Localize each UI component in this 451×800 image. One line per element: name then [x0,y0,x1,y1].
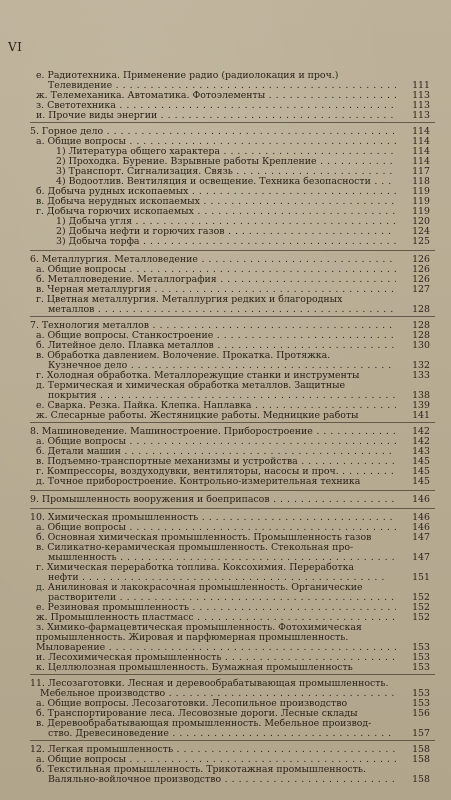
toc-entry-title: б. Текстильная промышленность. Трикотажная промышленность. [36,764,366,775]
toc-page-number: 141 [412,410,430,421]
toc-entry-title: 11. Лесозаготовки. Лесная и деревообрабатывающая промышленность. [30,678,389,689]
toc-entry-title: Мебельное производство . . [40,688,396,699]
toc-page-number: 146 [412,512,430,523]
toc-page-number: 128 [412,304,430,315]
toc-page-number: 153 [412,688,430,699]
toc-entry-title: а. Общие вопросы. Лесозаготовки. Лесопильное производство [36,698,348,709]
toc-page-number: 120 [412,216,430,227]
toc-page-number: 127 [412,284,430,295]
toc-entry-title: 2) Добыча нефти и горючих газов . . [56,226,396,237]
toc-page-number: 142 [412,436,430,447]
toc-page-number: 113 [412,110,430,121]
section-divider [30,490,435,491]
toc-page-number: 113 [412,90,430,101]
section-divider [30,740,435,741]
toc-entry-title: металлов . . [48,304,396,315]
toc-entry [0,110,451,121]
toc-page-number: 145 [412,466,430,477]
toc-page-number: 125 [412,236,430,247]
toc-page-number: 113 [412,100,430,111]
toc-page-number: 119 [412,196,430,207]
toc-page-number: 147 [412,552,430,563]
toc-page-number: 143 [412,446,430,457]
toc-page-number: 158 [412,744,430,755]
toc-page-number: 124 [412,226,430,237]
toc-page-number: 128 [412,320,430,331]
toc-page-number: 114 [412,126,430,137]
section-divider [30,508,435,509]
toc-page-number: 153 [412,642,430,653]
toc-entry-title: д. Точное приборостроение. Контрольно-измерительная техника [36,476,361,487]
toc-page-number: 146 [412,522,430,533]
toc-entry-title: в. Черная металлургия . . [36,284,396,295]
toc-page-number: 152 [412,592,430,603]
section-divider [30,316,435,317]
toc-entry-title: ство. Древесиноведение . . [48,728,396,739]
toc-entry-title: е. Сварка. Резка. Пайка. Клепка. Наплавка . . [36,400,396,411]
toc-page-number: 153 [412,698,430,709]
toc-page-number: 118 [412,176,430,187]
toc-page-number: 156 [412,708,430,719]
toc-page-number: 114 [412,156,430,167]
toc-entry-title: з. Химико-фармацевтическая промышленность. Фотохимическая [36,622,362,633]
toc-entry-title: в. Добыча нерудных ископаемых . . [36,196,396,207]
toc-page-number: 147 [412,532,430,543]
toc-page-number: 153 [412,652,430,663]
toc-entry-title: и. Прочие виды энергии . . [36,110,396,121]
toc-entry-title: б. Литейное дело. Плавка металлов . . [36,340,396,351]
toc-entry-title: 9. Промышленность вооружения и боеприпасов . . [30,494,396,505]
toc-entry-title: 1) Добыча угля . . [56,216,396,227]
toc-entry-title: 12. Легкая промышленность . . [30,744,396,755]
toc-entry-title: б. Добыча рудных ископаемых . . [36,186,396,197]
toc-page-number: 158 [412,754,430,765]
section-divider [30,250,435,251]
toc-page-number: 128 [412,330,430,341]
toc-page-number: 145 [412,456,430,467]
toc-page-number: 145 [412,476,430,487]
toc-page-number: 114 [412,146,430,157]
toc-entry [0,476,451,487]
toc-entry [0,728,451,739]
toc-entry-title: 7. Технология металлов . . [30,320,396,331]
toc-entry-title: нефти . . [48,572,396,583]
toc-entry-title: б. Транспортирование леса. Лесовозные дороги. Лесные склады [36,708,358,719]
toc-entry-title: 4) Водоотлив. Вентиляция и освещение. Техника безопасности . . [56,176,396,187]
toc-entry-title: 3) Транспорт. Сигнализация. Связь . . [56,166,396,177]
toc-page-number: 126 [412,254,430,265]
toc-entry-title: в. Деревообрабатывающая промышленность. Мебельное производ- [36,718,372,729]
toc-entry-title: д. Термическая и химическая обработка металлов. Защитные [36,380,346,391]
toc-entry-title: б. Основная химическая промышленность. Промышленность газов [36,532,372,543]
toc-page-number: 139 [412,400,430,411]
toc-entry-title: ж. Телемеханика. Автоматика. Фотоэлементы . . [36,90,396,101]
toc-entry-title: г. Цветная металлургия. Металлургия редких и благородных [36,294,343,305]
toc-page-number: 153 [412,662,430,673]
toc-entry-title: промышленность. Жировая и парфюмерная промышленность. [36,632,349,643]
toc-entry-title: д. Анилиновая и лакокрасочная промышленность. Органические [36,582,363,593]
toc-entry-title: а. Общие вопросы . . [36,522,396,533]
toc-entry-title: г. Компрессоры, воздуходувки, вентиляторы, насосы и проч. . . [36,466,396,477]
toc-page-number: 158 [412,774,430,785]
toc-entry-title: в. Силикатно-керамическая промышленность. Стекольная про- [36,542,354,553]
toc-entry-title: г. Химическая переработка топлива. Коксохимия. Переработка [36,562,355,573]
toc-entry-title: 6. Металлургия. Металловедение . . [30,254,396,265]
toc-entry-title: е. Резиновая промышленность . . [36,602,396,613]
toc-entry-title: ж. Слесарные работы. Жестяницкие работы. Медницкие работы [36,410,359,421]
toc-page-number: 133 [412,370,430,381]
toc-page-number: 119 [412,186,430,197]
toc-entry-title: ж. Промышленность пластмасс . . [36,612,396,623]
toc-page-number: 114 [412,136,430,147]
toc-entry-title: 2) Проходка. Бурение. Взрывные работы Крепление . . [56,156,396,167]
toc-page-number: 132 [412,360,430,371]
toc-page-number: 142 [412,426,430,437]
section-divider [30,422,435,423]
toc-entry-title: 8. Машиноведение. Машиностроение. Приборостроение . . [30,426,396,437]
toc-entry [0,236,451,247]
toc-entry-title: Мыловарение . . [36,642,396,653]
toc-entry-title: Телевидение . . [48,80,396,91]
toc-entry-title: растворители . . [48,592,396,603]
toc-entry-title: з. Светотехника . . [36,100,396,111]
toc-page-number: 152 [412,602,430,613]
toc-entry-title: 5. Горное дело . . [30,126,396,137]
toc-page-number: 126 [412,274,430,285]
toc-entry [0,410,451,421]
toc-entry-title: 10. Химическая промышленность . . [30,512,396,523]
toc-entry-title: б. Металловедение. Металлография . . [36,274,396,285]
toc-page-number: 117 [412,166,430,177]
toc-page-number: 126 [412,264,430,275]
toc-entry-title: в. Подъемно-транспортные механизмы и устройства . . [36,456,396,467]
toc-page-number: 111 [412,80,430,91]
toc-page-number: 146 [412,494,430,505]
toc-entry-title: Кузнечное дело . . [48,360,396,371]
toc-entry-title: мышленность . . [48,552,396,563]
section-divider [30,122,435,123]
toc-entry-title: а. Общие вопросы. Станкостроение . . [36,330,396,341]
toc-entry-title: 3) Добыча торфа . . [56,236,396,247]
toc-entry-title: и. Лесохимическая промышленность . . [36,652,396,663]
toc-entry-title: к. Целлюлозная промышленность. Бумажная промышленность [36,662,353,673]
toc-section-heading [0,494,451,505]
toc-entry-title: а. Общие вопросы . . [36,136,396,147]
toc-entry-title: в. Обработка давлением. Волочение. Прокатка. Протяжка. [36,350,331,361]
page-number: VI [8,40,23,54]
toc-page-number: 138 [412,390,430,401]
toc-entry-title: 1) Литература общего характера . . [56,146,396,157]
toc-entry [0,662,451,673]
toc-entry [0,774,451,785]
toc-entry-title: Валяльно-войлочное производство . . [48,774,396,785]
toc-entry-title: е. Радиотехника. Применение радио (радиолокация и проч.) [36,70,339,81]
toc-entry-title: а. Общие вопросы . . [36,754,396,765]
toc-page-number: 151 [412,572,430,583]
toc-page-number: 157 [412,728,430,739]
toc-entry-title: а. Общие вопросы . . [36,264,396,275]
toc-entry-title: г. Добыча горючих ископаемых . . [36,206,396,217]
toc-entry-title: покрытия . . [48,390,396,401]
toc-entry [0,304,451,315]
toc-entry-title: б. Детали машин . . [36,446,396,457]
toc-page-number: 119 [412,206,430,217]
toc-entry-title: г. Холодная обработка. Металлорежущие станки и инструменты [36,370,360,381]
toc-page-number: 130 [412,340,430,351]
toc-entry-title: а. Общие вопросы . . [36,436,396,447]
section-divider [30,674,435,675]
toc-page-number: 152 [412,612,430,623]
